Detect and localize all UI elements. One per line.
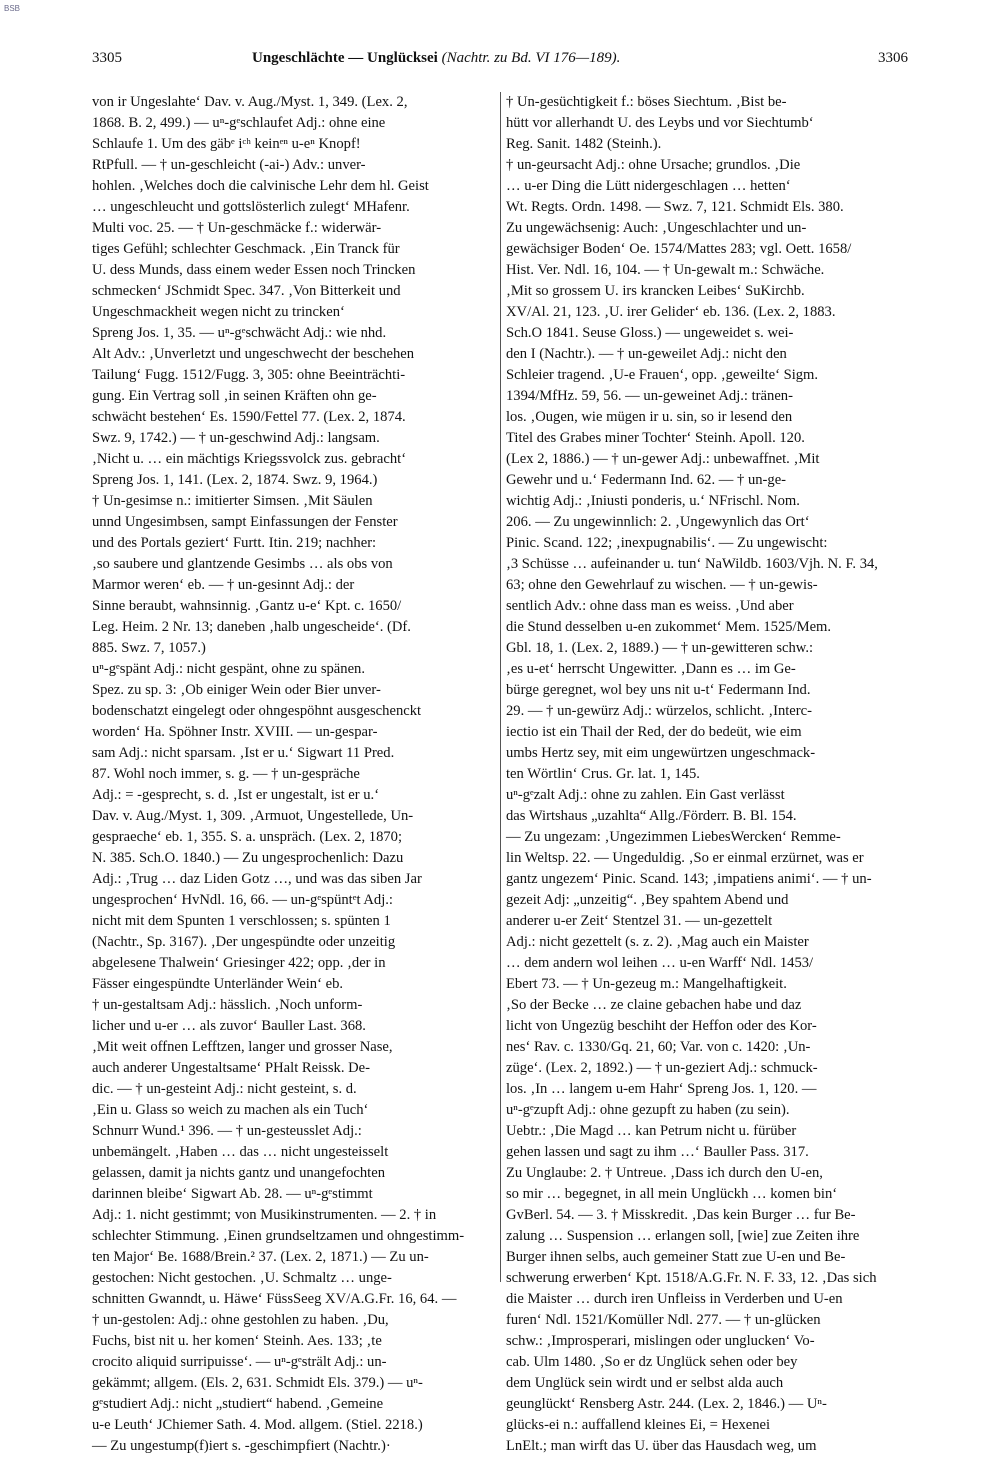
text-line: hohlen. ‚Welches doch die calvinische Lehr dem hl. Geist <box>92 178 429 194</box>
text-line: Hist. Ver. Ndl. 16, 104. — † Un-gewalt m.: Schwäche. <box>506 262 825 278</box>
text-line: schw.: ‚Improsperari, mislingen oder unglucken‘ Vo- <box>506 1333 815 1349</box>
text-line: gezeit Adj: „unzeitig“. ‚Bey spahtem Abend und <box>506 892 789 908</box>
left-column <box>92 92 497 1454</box>
text-line: U. dess Munds, dass einem weder Essen noch Trincken <box>92 262 416 278</box>
text-line: RtPfull. — † un-geschleicht (-ai-) Adv.: unver- <box>92 157 366 173</box>
text-line: † Un-gesimse n.: imitierter Simsen. ‚Mit Säulen <box>92 493 373 509</box>
text-line: anderer u-er Zeit‘ Stentzel 31. — un-gezettelt <box>506 913 773 929</box>
text-line: — Zu ungestump(f)iert s. -geschimpfiert (Nachtr.)· <box>92 1438 391 1454</box>
text-line: Schleier tragend. ‚U-e Frauen‘, opp. ‚geweilte‘ Sigm. <box>506 367 819 383</box>
text-line: 87. Wohl noch immer, s. g. — † un-gespräche <box>92 766 360 782</box>
text-line: zalung … Suspension … erlangen soll, [wie] zue Zeiten ihre <box>506 1228 860 1244</box>
text-line: sam Adj.: nicht sparsam. ‚Ist er u.‘ Sigwart 11 Pred. <box>92 745 395 761</box>
text-line: den I (Nachtr.). — † un-geweilet Adj.: nicht den <box>506 346 787 362</box>
text-line: gung. Ein Vertrag soll ‚in seinen Kräften ohn ge- <box>92 388 377 404</box>
text-line: ‚So der Becke … ze claine gebachen habe und daz <box>506 997 802 1013</box>
text-line: Adj.: = -gesprecht, s. d. ‚Ist er ungestalt, ist er u.‘ <box>92 787 380 803</box>
library-stamp: BSB <box>4 4 21 13</box>
text-line: Adj.: ‚Trug … daz Liden Gotz …, und was das siben Jar <box>92 871 422 887</box>
text-line: Sch.O 1841. Seuse Gloss.) — ungeweidet s. wei- <box>506 325 794 341</box>
text-line: gehen lassen und sagt zu ihm …‘ Bauller Pass. 317. <box>506 1144 809 1160</box>
text-line: und des Portals geziert‘ Furtt. Itin. 219; nachher: <box>92 535 377 551</box>
text-line: auch anderer Ungestaltsame‘ PHalt Reissk. De- <box>92 1060 371 1076</box>
text-line: Pinic. Scand. 122; ‚inexpugnabilis‘. — Zu ungewischt: <box>506 535 828 551</box>
text-line: Uebtr.: ‚Die Magd … kan Petrum nicht u. fürüber <box>506 1123 797 1139</box>
text-line: Alt Adv.: ‚Unverletzt und ungeschwecht der beschehen <box>92 346 415 362</box>
text-line: 1868. B. 2, 499.) — uⁿ-gᵉschlaufet Adj.: ohne eine <box>92 115 386 131</box>
text-line: Burger ihnen selbs, auch gemeiner Statt zue U-en und Be- <box>506 1249 846 1265</box>
text-line: unbemängelt. ‚Haben … das … nicht ungesteisselt <box>92 1144 389 1160</box>
text-line: … u-er Ding die Lütt nidergeschlagen … hetten‘ <box>506 178 791 194</box>
text-line: die Stund desselben u-en zukommet‘ Mem. 1525/Mem. <box>506 619 832 635</box>
text-line: ‚3 Schüsse … aufeinander u. tun‘ NaWildb. 1603/Vjh. N. F. 34, <box>506 556 878 572</box>
text-line: Spez. zu sp. 3: ‚Ob einiger Wein oder Bier unver- <box>92 682 381 698</box>
text-line: 29. — † un-gewürz Adj.: würzelos, schlicht. ‚Interc- <box>506 703 812 719</box>
text-line: — Zu ungezam: ‚Ungezimmen LiebesWercken‘ Remme- <box>506 829 841 845</box>
text-line: lin Weltsp. 22. — Ungeduldig. ‚So er einmal erzürnet, was er <box>506 850 864 866</box>
text-line: schwerung erwerben‘ Kpt. 1518/A.G.Fr. N. F. 33, 12. ‚Das sich <box>506 1270 877 1286</box>
text-line: Zu Unglaube: 2. † Untreue. ‚Dass ich durch den U-en, <box>506 1165 823 1181</box>
text-line: schwächt bestehen‘ Es. 1590/Fettel 77. (Lex. 2, 1874. <box>92 409 406 425</box>
text-line: ten Major‘ Be. 1688/Brein.² 37. (Lex. 2, 1871.) — Zu un- <box>92 1249 429 1265</box>
text-line: Leg. Heim. 2 Nr. 13; daneben ‚halb ungescheide‘. (Df. <box>92 619 411 635</box>
text-line: schnitten Gwanndt, u. Häwe‘ FüssSeeg XV/A.G.Fr. 16, 64. — <box>92 1291 457 1307</box>
page-header <box>92 50 908 72</box>
text-line: ‚so saubere und glantzende Gesimbs … als obs von <box>92 556 393 572</box>
text-line: schmecken‘ JSchmidt Spec. 347. ‚Von Bitterkeit und <box>92 283 401 299</box>
text-line: Gewehr und u.‘ Federmann Ind. 62. — † un-ge- <box>506 472 787 488</box>
text-line: los. ‚In … langem u-em Hahr‘ Spreng Jos. 1, 120. — <box>506 1081 817 1097</box>
text-line: Tailung‘ Fugg. 1512/Fugg. 3, 305: ohne Beeinträchti- <box>92 367 406 383</box>
text-line: ‚Ein u. Glass so weich zu machen als ein Tuch‘ <box>92 1102 369 1118</box>
text-line: N. 385. Sch.O. 1840.) — Zu ungesprochenlich: Dazu <box>92 850 404 866</box>
text-line: gespraeche‘ eb. 1, 355. S. a. unspräch. (Lex. 2, 1870; <box>92 829 403 845</box>
text-line: abgelesene Thalwein‘ Griesinger 422; opp. ‚der in <box>92 955 386 971</box>
text-line: Schnurr Wund.¹ 396. — † un-gesteusslet Adj.: <box>92 1123 362 1139</box>
text-line: bodenschatzt eingelegt oder ohngespöhnt ausgeschenckt <box>92 703 422 719</box>
text-line: nicht mit dem Spunten 1 verschlossen; s. spünten 1 <box>92 913 391 929</box>
text-line: Spreng Jos. 1, 141. (Lex. 2, 1874. Swz. 9, 1964.) <box>92 472 378 488</box>
text-line: gelassen, damit ja nichts gantz und unangefochten <box>92 1165 386 1181</box>
text-line: Gbl. 18, 1. (Lex. 2, 1889.) — † un-gewitteren schw.: <box>506 640 814 656</box>
text-line: dic. — † un-gesteint Adj.: nicht gesteint, s. d. <box>92 1081 357 1097</box>
text-line: Adj.: 1. nicht gestimmt; von Musikinstrumenten. — 2. † in <box>92 1207 437 1223</box>
text-line: unnd Ungesimbsen, sampt Einfassungen der Fenster <box>92 514 398 530</box>
text-line: nes‘ Rav. c. 1330/Gq. 21, 60; Var. von c. 1420: ‚Un- <box>506 1039 811 1055</box>
text-line: gewächsiger Boden‘ Oe. 1574/Mattes 283; vgl. Oett. 1658/ <box>506 241 852 257</box>
text-line: tiges Gefühl; schlechter Geschmack. ‚Ein Tranck für <box>92 241 400 257</box>
text-line: Schlaufe 1. Um des gäbᵉ iᶜʰ keinᵉⁿ u-eⁿ Knopf! <box>92 136 361 152</box>
text-line: † Un-gesüchtigkeit f.: böses Siechtum. ‚Bist be- <box>506 94 787 110</box>
text-line: Reg. Sanit. 1482 (Steinh.). <box>506 136 662 152</box>
text-line: Wt. Regts. Ordn. 1498. — Swz. 7, 121. Schmidt Els. 380. <box>506 199 844 215</box>
text-line: bürge geregnet, wol bey uns nit u-t‘ Federmann Ind. <box>506 682 811 698</box>
text-line: glücks-ei n.: auffallend kleines Ei, = Hexenei <box>506 1417 771 1433</box>
text-line: Sinne beraubt, wahnsinnig. ‚Gantz u-e‘ Kpt. c. 1650/ <box>92 598 402 614</box>
text-line: ‚Nicht u. … ein mächtigs Kriegssvolck zus. gebracht‘ <box>92 451 407 467</box>
text-line: Fässer eingespündte Unterländer Wein‘ eb. <box>92 976 344 992</box>
page-number-right: 3306 <box>878 50 908 66</box>
text-line: u-e Leuth‘ JChiemer Sath. 4. Mod. allgem. (Stiel. 2218.) <box>92 1417 423 1433</box>
right-column <box>506 92 911 1454</box>
text-line: 885. Swz. 7, 1057.) <box>92 640 206 656</box>
column-divider <box>500 92 501 1282</box>
text-line: so mir … begegnet, in all mein Unglückh … komen bin‘ <box>506 1186 838 1202</box>
running-title-note: (Nachtr. zu Bd. VI 176—189). <box>441 50 621 66</box>
text-line: darinnen bleibe‘ Sigwart Ab. 28. — uⁿ-gᵉstimmt <box>92 1186 373 1202</box>
text-line: cab. Ulm 1480. ‚So er dz Unglück sehen oder bey <box>506 1354 798 1370</box>
page-number-left: 3305 <box>92 50 122 66</box>
text-line: los. ‚Ougen, wie mügen ir u. sin, so ir lesend den <box>506 409 793 425</box>
text-line: ‚Mit weit offnen Lefftzen, langer und grosser Nase, <box>92 1039 393 1055</box>
text-line: † un-gestolen: Adj.: ohne gestohlen zu haben. ‚Du, <box>92 1312 389 1328</box>
text-line: uⁿ-gᵉzalt Adj.: ohne zu zahlen. Ein Gast verlässt <box>506 787 785 803</box>
text-line: ‚Mit so grossem U. irs krancken Leibes‘ SuKirchb. <box>506 283 805 299</box>
text-line: ‚es u-et‘ herrscht Ungewitter. ‚Dann es … im Ge- <box>506 661 796 677</box>
text-line: XV/Al. 21, 123. ‚U. irer Gelider‘ eb. 136. (Lex. 2, 1883. <box>506 304 836 320</box>
text-line: umbs Hertz sey, mit eim ungewürtzen ungeschmack- <box>506 745 816 761</box>
text-line: iectio ist ein Thail der Red, der do bedeüt, wie eim <box>506 724 802 740</box>
text-line: … dem andern wol leihen … u-en Warff‘ Ndl. 1453/ <box>506 955 814 971</box>
text-line: dem Unglück sein wirdt und er selbst alda auch <box>506 1375 784 1391</box>
text-line: ungesprochen‘ HvNdl. 16, 66. — un-gᵉspüntᵉt Adj.: <box>92 892 393 908</box>
text-line: das Wirtshaus „uzahlta“ Allg./Förderr. B. Bl. 154. <box>506 808 797 824</box>
text-line: Swz. 9, 1742.) — † un-geschwind Adj.: langsam. <box>92 430 380 446</box>
text-line: Ebert 73. — † Un-gezeug m.: Mangelhaftigkeit. <box>506 976 787 992</box>
text-line: GvBerl. 54. — 3. † Misskredit. ‚Das kein Burger … fur Be- <box>506 1207 856 1223</box>
text-line: 206. — Zu ungewinnlich: 2. ‚Ungewynlich das Ort‘ <box>506 514 810 530</box>
text-line: Marmor weren‘ eb. — † un-gesinnt Adj.: der <box>92 577 355 593</box>
text-line: licher und u-er … als zuvor‘ Bauller Last. 368. <box>92 1018 366 1034</box>
text-line: wichtig Adj.: ‚Iniusti ponderis, u.‘ NFrischl. Nom. <box>506 493 800 509</box>
running-title <box>252 50 620 67</box>
text-line: Zu ungewächsenig: Auch: ‚Ungeschlachter und un- <box>506 220 807 236</box>
text-line: Titel des Grabes miner Tochter‘ Steinh. Apoll. 120. <box>506 430 805 446</box>
text-line: … ungeschleucht und gottslösterlich zulegt‘ MHafenr. <box>92 199 410 215</box>
text-line: furen‘ Ndl. 1521/Komüller Ndl. 277. — † un-glücken <box>506 1312 821 1328</box>
text-line: Dav. v. Aug./Myst. 1, 309. ‚Armuot, Ungestellede, Un- <box>92 808 414 824</box>
text-line: (Nachtr., Sp. 3167). ‚Der ungespündte oder unzeitig <box>92 934 396 950</box>
text-line: licht von Ungezüg beschiht der Heffon oder des Kor- <box>506 1018 817 1034</box>
text-line: crocito aliquid surripuisse‘. — uⁿ-gᵉstrält Adj.: un- <box>92 1354 387 1370</box>
text-line: von ir Ungeslahte‘ Dav. v. Aug./Myst. 1, 349. (Lex. 2, <box>92 94 408 110</box>
text-line: geunglückt‘ Rensberg Astr. 244. (Lex. 2, 1846.) — Uⁿ- <box>506 1396 827 1412</box>
text-line: Spreng Jos. 1, 35. — uⁿ-gᵉschwächt Adj.: wie nhd. <box>92 325 387 341</box>
text-line: Adj.: nicht gezettelt (s. z. 2). ‚Mag auch ein Maister <box>506 934 809 950</box>
text-line: die Maister … durch iren Unfleiss in Verderben und U-en <box>506 1291 843 1307</box>
text-line: gestochen: Nicht gestochen. ‚U. Schmaltz … unge- <box>92 1270 392 1286</box>
text-line: LnElt.; man wirft das U. über das Hausdach weg, um <box>506 1438 817 1454</box>
text-line: uⁿ-gᵉspänt Adj.: nicht gespänt, ohne zu spänen. <box>92 661 365 677</box>
text-line: 1394/MfHz. 59, 56. — un-geweinet Adj.: tränen- <box>506 388 793 404</box>
running-title-main: Ungeschlächte — Unglücksei <box>252 50 438 66</box>
text-line: züge‘. (Lex. 2, 1892.) — † un-geziert Adj.: schmuck- <box>506 1060 818 1076</box>
text-line: schlechter Stimmung. ‚Einen grundseltzamen und ohngestimm- <box>92 1228 465 1244</box>
text-line: † un-geursacht Adj.: ohne Ursache; grundlos. ‚Die <box>506 157 801 173</box>
text-line: gekämmt; allgem. (Els. 2, 631. Schmidt Els. 379.) — uⁿ- <box>92 1375 423 1391</box>
text-line: uⁿ-gᵉzupft Adj.: ohne gezupft zu haben (zu sein). <box>506 1102 790 1118</box>
text-line: gᵉstudiert Adj.: nicht „studiert“ habend. ‚Gemeine <box>92 1396 384 1412</box>
text-line: ten Wörtlin‘ Crus. Gr. lat. 1, 145. <box>506 766 700 782</box>
text-line: hütt vor allerhandt U. des Leybs und vor Siechtumb‘ <box>506 115 814 131</box>
text-line: sentlich Adv.: ohne dass man es weiss. ‚Und aber <box>506 598 794 614</box>
text-line: 63; ohne den Gewehrlauf zu wischen. — † un-gewis- <box>506 577 818 593</box>
text-line: gantz ungezem‘ Pinic. Scand. 143; ‚impatiens animi‘. — † un- <box>506 871 872 887</box>
text-line: † un-gestaltsam Adj.: hässlich. ‚Noch unform- <box>92 997 363 1013</box>
text-line: Fuchs, bist nit u. her komen‘ Steinh. Aes. 133; ‚te <box>92 1333 382 1349</box>
text-line: Multi voc. 25. — † Un-geschmäcke f.: widerwär- <box>92 220 382 236</box>
text-line: worden‘ Ha. Spöhner Instr. XVIII. — un-gespar- <box>92 724 378 740</box>
text-line: Ungeschmackheit wegen nicht zu trincken‘ <box>92 304 345 320</box>
text-line: (Lex 2, 1886.) — † un-gewer Adj.: unbewaffnet. ‚Mit <box>506 451 820 467</box>
